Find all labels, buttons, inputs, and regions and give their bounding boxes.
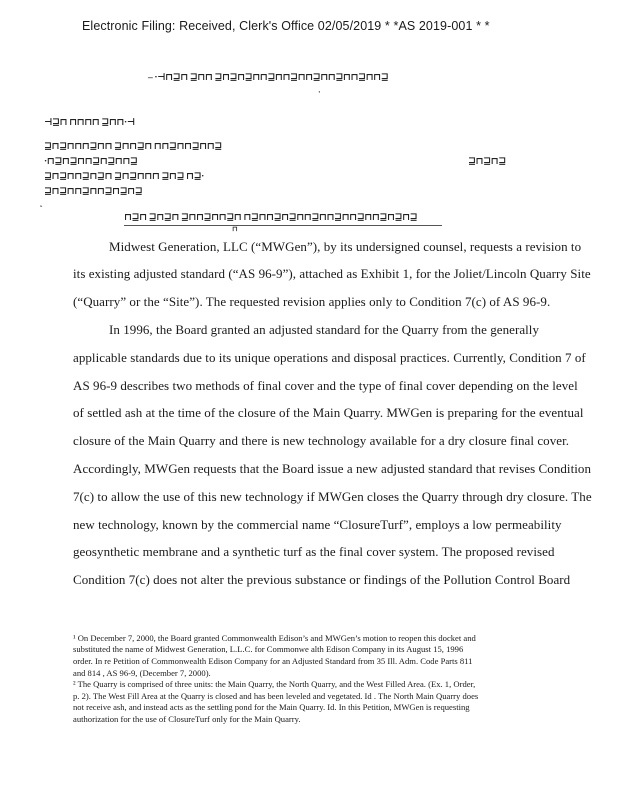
title-underline xyxy=(124,225,442,226)
body-line: applicable standards due to its unique operations and disposal practices. Currently, Condition 7 of xyxy=(73,350,586,365)
caption-line: ⊒⊓⊒⊓⊓⊒⊓⊒⊓ ⊒⊓⊒⊓⊓⊓ ⊒⊓⊒ ⊓⊒· xyxy=(44,172,204,182)
caption-line: ⊒⊓⊒⊓⊓⊒⊓⊓⊒⊓⊒⊓⊒ xyxy=(44,187,143,197)
footnote-line: ² The Quarry is comprised of three units: the Main Quarry, the North Quarry, and the West Filled Area. (Ex. 1, Order, xyxy=(73,679,476,689)
footnote-line: ¹ On December 7, 2000, the Board granted Commonwealth Edison’s and MWGen’s motion to reopen this docket and xyxy=(73,633,476,643)
caption-line: ·⊓⊒⊓⊒⊓⊓⊒⊓⊒⊓⊓⊒ xyxy=(44,157,138,167)
footnote-line: and 814 , AS 96-9, (December 7, 2000). xyxy=(73,668,211,678)
body-line: Condition 7(c) does not alter the previous substance or findings of the Pollution Control Board xyxy=(73,572,571,587)
body-line: geosynthetic membrane and a synthetic turf as the final cover system. The proposed revised xyxy=(73,544,555,559)
body-line: Accordingly, MWGen requests that the Board issue a new adjusted standard that revises Condition xyxy=(73,461,592,476)
footnote-line: p. 2). The West Fill Area at the Quarry is closed and has been leveled and vegetated. Id . The North Main Quarry does xyxy=(73,691,479,701)
body-line: (“Quarry” or the “Site”). The requested revision applies only to Condition 7(c) of AS 96-9. xyxy=(73,294,551,309)
body-line: new technology, known by the commercial name “ClosureTurf”, employs a low permeability xyxy=(73,517,562,532)
filing-stamp: Electronic Filing: Received, Clerk's Office 02/05/2019 * *AS 2019-001 * * xyxy=(82,19,490,33)
body-line: of settled ash at the time of the closure of the Main Quarry. MWGen is preparing for the eventual xyxy=(73,405,584,420)
heading-mark: ˙ xyxy=(318,90,321,99)
body-line: AS 96-9 describes two methods of final cover and the type of final cover depending on the level xyxy=(73,378,578,393)
footnote-line: authorization for the use of ClosureTurf only for the Main Quarry. xyxy=(73,714,301,724)
title-mark: ⊓ xyxy=(232,225,238,233)
body-line: its existing adjusted standard (“AS 96-9”), attached as Exhibit 1, for the Joliet/Lincoln Quarry Site xyxy=(73,266,591,281)
caption-line: ⊣⊒⊓ ⊓⊓⊓⊓ ⊒⊓⊓·⊣ xyxy=(44,118,135,128)
footnote-line: substituted the name of Midwest Generation, L.L.C. for Commonwe alth Edison Company in its August 15, 1996 xyxy=(73,644,464,654)
footnote-line: not receive ash, and instead acts as the settling pond for the Main Quarry. Id. In this Petition, MWGen is requesting xyxy=(73,702,470,712)
petition-title: ⊓⊒⊓ ⊒⊓⊒⊓ ⊒⊓⊓⊒⊓⊓⊒⊓ ⊓⊒⊓⊓⊒⊓⊒⊓⊓⊒⊓⊓⊒⊓⊓⊒⊓⊓⊒⊓⊒⊓⊒ xyxy=(124,213,418,223)
body-line: closure of the Main Quarry and there is new technology available for a dry closure final cover. xyxy=(73,433,570,448)
caption-mark: ˛ xyxy=(40,198,43,207)
body-line: Midwest Generation, LLC (“MWGen”), by its undersigned counsel, requests a revision to xyxy=(109,239,582,254)
case-number: ⊒⊓⊒⊓⊒ xyxy=(468,157,506,167)
document-heading: – ·⊣⊓⊒⊓ ⊒⊓⊓ ⊒⊓⊒⊓⊒⊓⊓⊒⊓⊓⊒⊓⊓⊒⊓⊓⊒⊓⊓⊒⊓⊓⊒ xyxy=(148,73,389,83)
body-line: 7(c) to allow the use of this new technology if MWGen closes the Quarry through dry closure. The xyxy=(73,489,592,504)
caption-line: ⊒⊓⊒⊓⊓⊓⊒⊓⊓ ⊒⊓⊓⊒⊓ ⊓⊓⊒⊓⊓⊒⊓⊓⊒ xyxy=(44,142,222,152)
footnote-line: order. In re Petition of Commonwealth Edison Company for an Adjusted Standard from 35 Ill. Adm. Code Parts 811 xyxy=(73,656,473,666)
body-line: In 1996, the Board granted an adjusted standard for the Quarry from the generally xyxy=(109,322,540,337)
